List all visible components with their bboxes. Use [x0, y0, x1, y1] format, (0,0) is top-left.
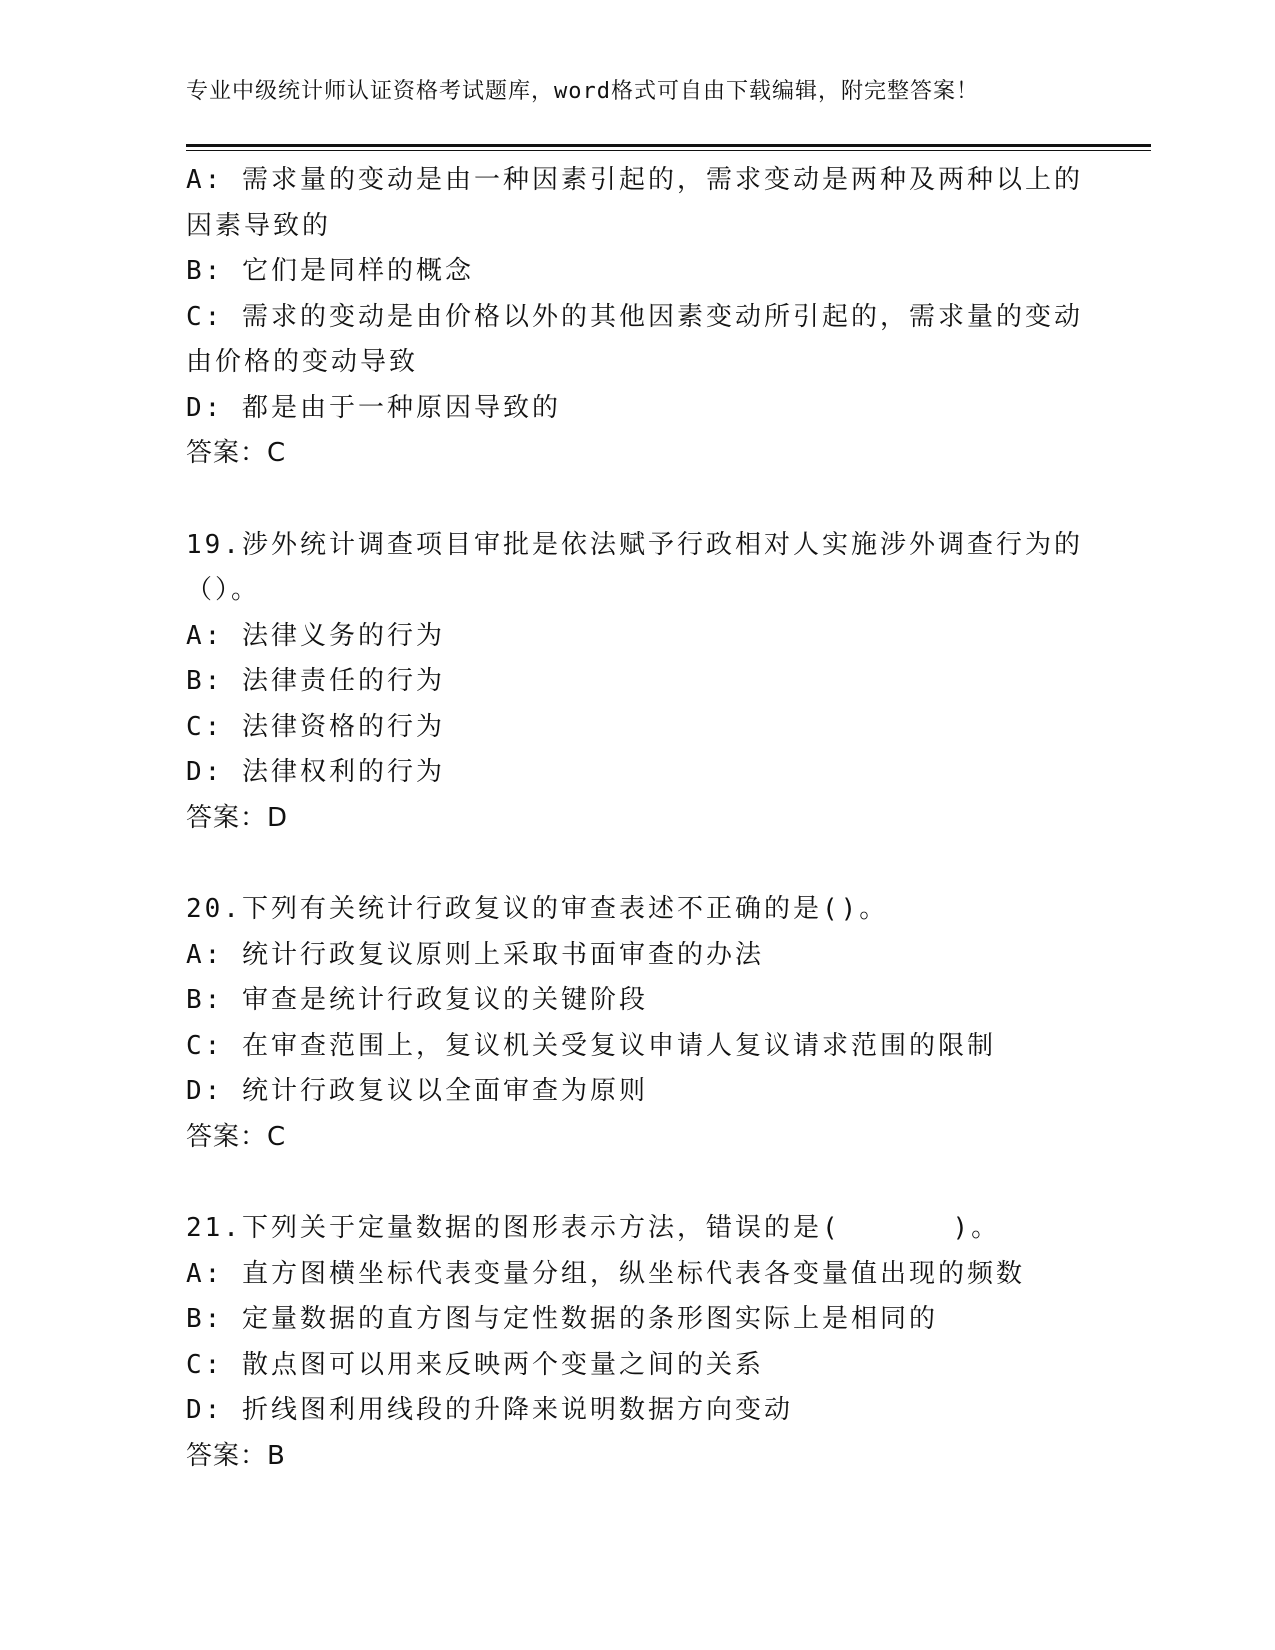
- question-gap: [186, 1160, 1076, 1206]
- option-d: D: 法律权利的行为: [186, 757, 445, 787]
- question-gap: [186, 841, 1076, 887]
- option-d: D: 统计行政复议以全面审查为原则: [186, 1076, 648, 1106]
- page-header: 专业中级统计师认证资格考试题库，word格式可自由下载编辑，附完整答案！: [186, 79, 979, 104]
- question-stem: 21.下列关于定量数据的图形表示方法，错误的是( )。: [186, 1213, 1001, 1243]
- question-19: [186, 523, 1083, 842]
- question-stem-cont: （）。: [186, 575, 261, 605]
- option-a: A: 需求量的变动是由一种因素引起的，需求变动是两种及两种以上的: [186, 165, 1083, 195]
- option-c: C: 散点图可以用来反映两个变量之间的关系: [186, 1349, 764, 1380]
- question-18-continuation: [186, 158, 1083, 477]
- answer: 答案：C: [186, 438, 287, 468]
- option-d: D: 都是由于一种原因导致的: [186, 392, 561, 423]
- question-gap: [186, 477, 1076, 523]
- answer: 答案：C: [186, 1121, 287, 1152]
- header-rule-thick: [186, 144, 1151, 147]
- option-b: B: 法律责任的行为: [186, 666, 445, 696]
- exam-content: [186, 158, 1083, 1479]
- option-c: C: 法律资格的行为: [186, 711, 445, 742]
- option-c: C: 需求的变动是由价格以外的其他因素变动所引起的，需求量的变动: [186, 301, 1083, 332]
- question-stem: 19.涉外统计调查项目审批是依法赋予行政相对人实施涉外调查行为的: [186, 529, 1083, 560]
- option-b: B: 审查是统计行政复议的关键阶段: [186, 985, 648, 1015]
- question-stem: 20.下列有关统计行政复议的审查表述不正确的是()。: [186, 894, 889, 924]
- option-d: D: 折线图利用线段的升降来说明数据方向变动: [186, 1395, 793, 1425]
- option-a: A: 法律义务的行为: [186, 620, 445, 651]
- option-a-cont: 因素导致的: [186, 210, 332, 241]
- option-a: A: 统计行政复议原则上采取书面审查的办法: [186, 939, 764, 970]
- option-c-cont: 由价格的变动导致: [186, 347, 419, 377]
- question-20: [186, 887, 1076, 1160]
- header-rule-thin: [186, 150, 1151, 151]
- option-b: B: 它们是同样的概念: [186, 256, 474, 286]
- option-c: C: 在审查范围上，复议机关受复议申请人复议请求范围的限制: [186, 1030, 996, 1061]
- option-b: B: 定量数据的直方图与定性数据的条形图实际上是相同的: [186, 1304, 938, 1334]
- question-21: [186, 1206, 1076, 1479]
- answer: 答案：B: [186, 1440, 286, 1471]
- answer: 答案：D: [186, 802, 289, 833]
- option-a: A: 直方图横坐标代表变量分组，纵坐标代表各变量值出现的频数: [186, 1258, 1025, 1289]
